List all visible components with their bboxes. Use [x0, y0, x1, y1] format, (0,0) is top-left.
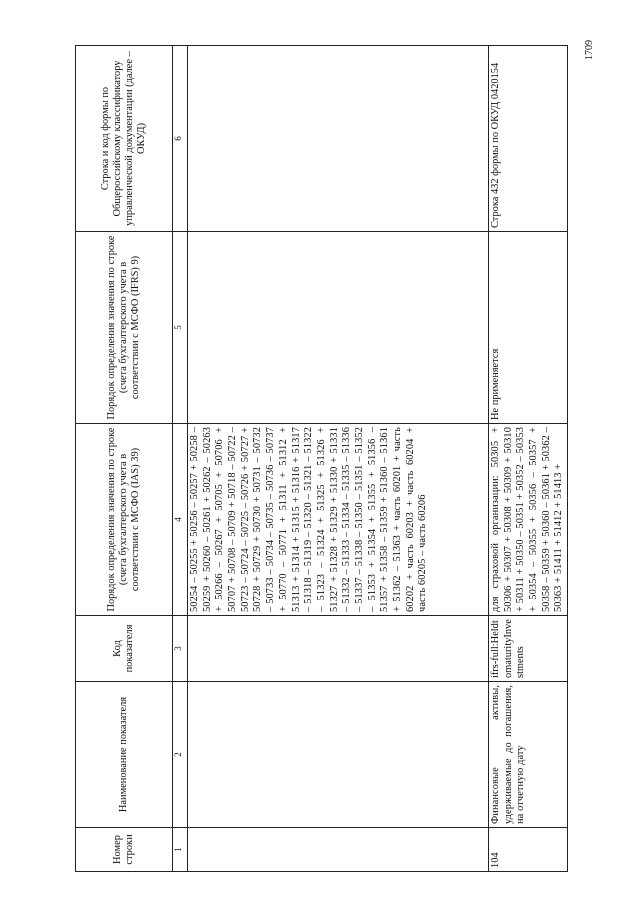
rotated-table-wrapper: [75, 46, 580, 872]
column-number: 6: [173, 46, 188, 232]
table-row-continuation: [188, 46, 489, 872]
indicator-code: ifrs-full:HeldtomaturityInvestments: [489, 616, 568, 682]
cell-empty: [188, 616, 489, 682]
column-number: 2: [173, 682, 188, 828]
indicator-name: Финансовые активы, удерживаемые до погашения, на отчетную дату: [489, 682, 568, 828]
formula-cell: для страховой организации: 50305 + 50306 + 50307 + 50308 + 50309 + 50310 + 50311 + 50350 – 50351 + 50352 – 50353 + 50354 – 50355 + 50356 – 50357 + 50358 – 50359 + 50360 – 50361 + 50362 – 50363 + 51411 + 51412 + 51413 +: [489, 424, 568, 616]
cell-empty: [188, 682, 489, 828]
header-okud: Строка и код формы по Общероссийскому классификатору управленческой документации (далее – ОКУД): [76, 46, 173, 232]
header-row: [76, 46, 173, 872]
page-number: 1709: [584, 40, 595, 60]
formula-cell: 50254 – 50255 + 50256 – 50257 + 50258 – 50259 + 50260 – 50261 + 50262 – 50263 + 50266 – 50267 + 50705 + 50706 + 50707 + 50708 – 50709 + 50718 – 50722 – 50723 – 50724 – 50725 – 50726 + 50727 + 50728 + 50729 + 50730 + 50731 – 50732 – 50733 – 50734 – 50735 – 50736 – 50737 + 50770 – 50771 + 51311 + 51312 + 51313 + 51314 + 51315 + 51316 + 51317 – 51318 – 51319 – 51320 – 51321 – 51322 – 51323 – 51324 + 51325 + 51326 + 51327 + 51328 + 51329 + 51330 + 51331 – 51332 – 51333 – 51334 – 51335 – 51336 – 51337 – 51338 – 51350 – 51351 – 51352 – 51353 + 51354 + 51355 + 51356 – 51357 + 51358 – 51359 + 51360 – 51361 + 51362 – 51363 + часть 60201 + часть 60202 + часть 60203 + часть 60204 + часть 60205 – часть 60206: [188, 424, 489, 616]
cell-empty: [188, 828, 489, 872]
header-code: Код показателя: [76, 616, 173, 682]
header-name: Наименование показателя: [76, 682, 173, 828]
ifrs9-cell: Не применяется: [489, 232, 568, 424]
cell-empty: [188, 46, 489, 232]
column-number: 5: [173, 232, 188, 424]
column-number: 3: [173, 616, 188, 682]
column-number: 1: [173, 828, 188, 872]
header-ifrs9: Порядок определения значения по строке (счета бухгалтерского учета в соответствии с МСФО (IFRS) 9): [76, 232, 173, 424]
column-number: 4: [173, 424, 188, 616]
header-row-number: Номер строки: [76, 828, 173, 872]
okud-cell: Строка 432 формы по ОКУД 0420154: [489, 46, 568, 232]
indicators-table: [75, 45, 568, 872]
header-ias39: Порядок определения значения по строке (счета бухгалтерского учета в соответствии с МСФО (IAS) 39): [76, 424, 173, 616]
row-number: 104: [489, 828, 568, 872]
column-number-row: [173, 46, 188, 872]
cell-empty: [188, 232, 489, 424]
table-row-104: [489, 46, 568, 872]
